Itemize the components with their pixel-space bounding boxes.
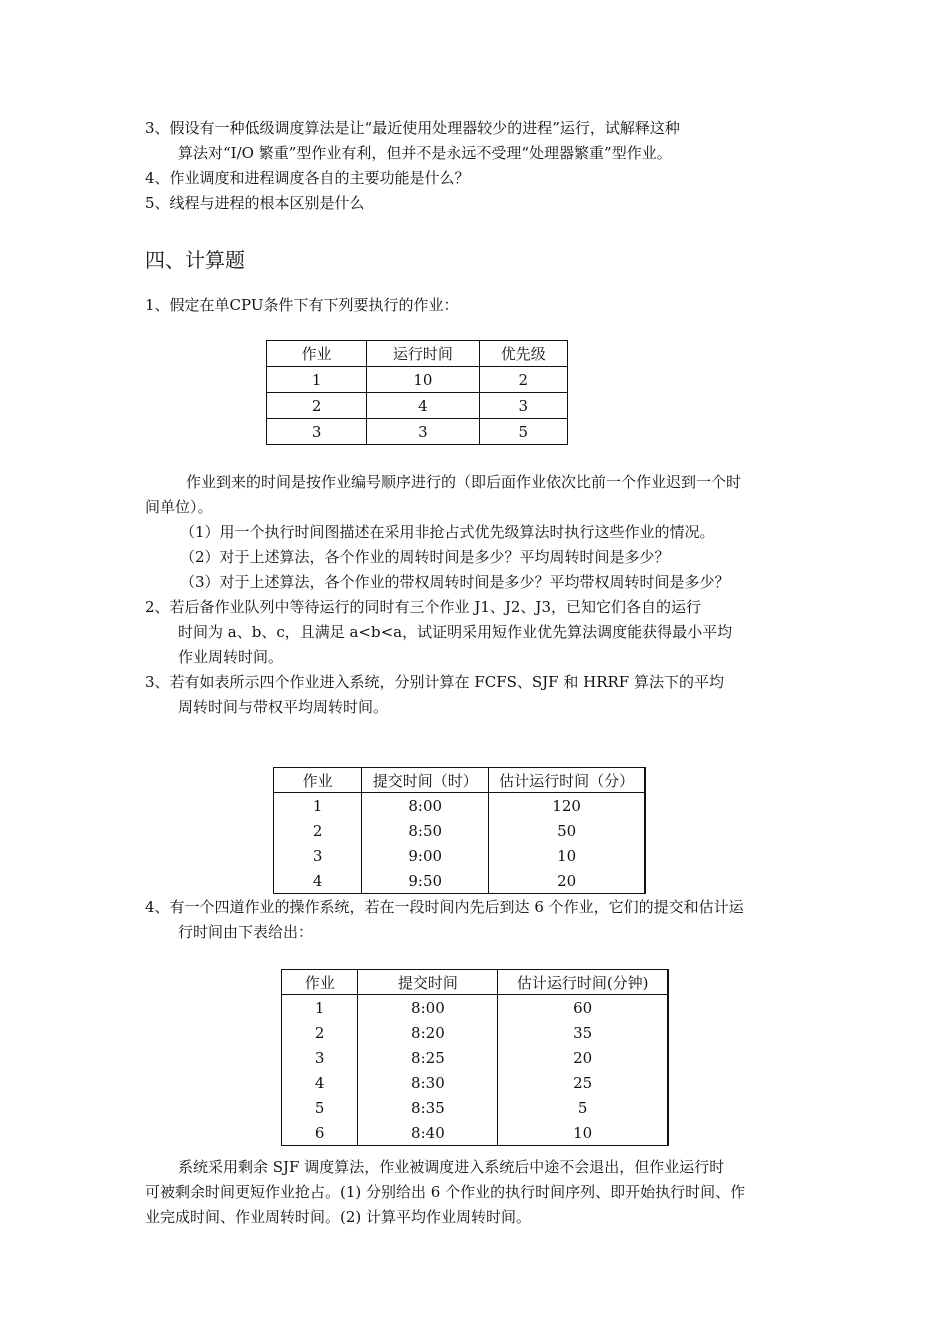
question-3-line-1: 3、假设有一种低级调度算法是让“最近使用处理器较少的进程”运行，试解释这种	[145, 119, 680, 137]
table-cell: 2	[479, 367, 567, 393]
table-cell: 5	[498, 1095, 668, 1120]
calc-question-2-line-1: 2、若后备作业队列中等待运行的同时有三个作业 J1、J2、J3，已知它们各自的运行	[145, 598, 701, 616]
calc-question-4-line-1: 4、有一个四道作业的操作系统，若在一段时间内先后到达 6 个作业，它们的提交和估计运	[145, 898, 744, 916]
table-cell: 35	[498, 1020, 668, 1045]
q1-note-line-2: 间单位）。	[145, 498, 213, 516]
table-cell: 6	[282, 1120, 358, 1146]
table-row	[267, 419, 568, 445]
job-submission-table-6	[281, 969, 669, 1146]
table-cell: 9:00	[362, 843, 489, 868]
q4-paragraph-line-3: 业完成时间、作业周转时间。(2) 计算平均作业周转时间。	[145, 1208, 532, 1226]
table-cell: 20	[498, 1045, 668, 1070]
table-cell: 3	[267, 419, 367, 445]
calc-question-2-line-3: 作业周转时间。	[178, 648, 284, 666]
table-cell: 5	[479, 419, 567, 445]
calc-question-3-line-1: 3、若有如表所示四个作业进入系统，分别计算在 FCFS、SJF 和 HRRF 算法下的平均	[145, 673, 724, 691]
table-header-row	[274, 768, 646, 793]
table-row	[282, 1045, 669, 1070]
table-cell: 4	[282, 1070, 358, 1095]
table-row	[274, 868, 646, 894]
table-cell: 9:50	[362, 868, 489, 894]
table-cell: 2	[267, 393, 367, 419]
table-cell: 60	[498, 995, 668, 1021]
table-cell: 4	[367, 393, 479, 419]
question-5: 5、线程与进程的根本区别是什么	[145, 194, 365, 212]
table-cell: 8:00	[358, 995, 498, 1021]
table-cell: 25	[498, 1070, 668, 1095]
table-header-cell: 作业	[267, 341, 367, 367]
question-4: 4、作业调度和进程调度各自的主要功能是什么？	[145, 169, 470, 187]
table-cell: 10	[498, 1120, 668, 1146]
table-cell: 8:00	[362, 793, 489, 819]
table-cell: 3	[282, 1045, 358, 1070]
table-header-cell: 运行时间	[367, 341, 479, 367]
table-cell: 1	[282, 995, 358, 1021]
table-cell: 10	[489, 843, 645, 868]
q1-sub-question-1: （1）用一个执行时间图描述在采用非抢占式优先级算法时执行这些作业的情况。	[180, 523, 715, 541]
table-cell: 3	[274, 843, 362, 868]
table-cell: 1	[267, 367, 367, 393]
table-row	[274, 818, 646, 843]
table-cell: 20	[489, 868, 645, 894]
table-cell: 3	[479, 393, 567, 419]
table-cell: 3	[367, 419, 479, 445]
table-header-cell: 作业	[274, 768, 362, 793]
table-cell: 10	[367, 367, 479, 393]
table-cell: 2	[282, 1020, 358, 1045]
table-cell: 50	[489, 818, 645, 843]
q4-paragraph-line-2: 可被剩余时间更短作业抢占。(1) 分别给出 6 个作业的执行时间序列、即开始执行时间、作	[145, 1183, 746, 1201]
table-cell: 5	[282, 1095, 358, 1120]
table-cell: 2	[274, 818, 362, 843]
table-cell: 8:50	[362, 818, 489, 843]
table-row	[282, 1070, 669, 1095]
section-title: 四、计算题	[145, 248, 245, 272]
table-cell: 8:30	[358, 1070, 498, 1095]
table-row	[274, 843, 646, 868]
q1-note-line-1: 作业到来的时间是按作业编号顺序进行的（即后面作业依次比前一个作业迟到一个时	[186, 473, 742, 491]
table-row	[282, 1020, 669, 1045]
table-row	[267, 367, 568, 393]
calc-question-3-line-2: 周转时间与带权平均周转时间。	[178, 698, 389, 716]
table-cell: 8:40	[358, 1120, 498, 1146]
table-row	[267, 393, 568, 419]
calc-question-1-intro: 1、假定在单CPU条件下有下列要执行的作业：	[145, 296, 459, 314]
table-row	[282, 995, 669, 1021]
table-cell: 120	[489, 793, 645, 819]
table-header-row	[267, 341, 568, 367]
table-row	[274, 793, 646, 819]
table-row	[282, 1095, 669, 1120]
q1-sub-question-2: （2）对于上述算法，各个作业的周转时间是多少？平均周转时间是多少？	[180, 548, 670, 566]
calc-question-2-line-2: 时间为 a、b、c，且满足 a<b<a，试证明采用短作业优先算法调度能获得最小平均	[178, 623, 733, 641]
table-header-cell: 估计运行时间(分钟)	[498, 970, 668, 995]
table-header-row	[282, 970, 669, 995]
table-cell: 8:25	[358, 1045, 498, 1070]
table-cell: 8:20	[358, 1020, 498, 1045]
calc-question-4-line-2: 行时间由下表给出：	[178, 923, 314, 941]
table-header-cell: 估计运行时间（分）	[489, 768, 645, 793]
table-header-cell: 优先级	[479, 341, 567, 367]
table-cell: 1	[274, 793, 362, 819]
job-submission-table-4	[273, 767, 646, 894]
table-cell: 8:35	[358, 1095, 498, 1120]
table-row	[282, 1120, 669, 1146]
q4-paragraph-line-1: 系统采用剩余 SJF 调度算法，作业被调度进入系统后中途不会退出，但作业运行时	[178, 1158, 725, 1176]
job-priority-table	[266, 340, 568, 445]
table-header-cell: 提交时间（时）	[362, 768, 489, 793]
table-cell: 4	[274, 868, 362, 894]
q1-sub-question-3: （3）对于上述算法，各个作业的带权周转时间是多少？平均带权周转时间是多少？	[180, 573, 730, 591]
question-3-line-2: 算法对“I/O 繁重”型作业有利，但并不是永远不受理“处理器繁重”型作业。	[178, 144, 672, 162]
table-header-cell: 作业	[282, 970, 358, 995]
table-header-cell: 提交时间	[358, 970, 498, 995]
